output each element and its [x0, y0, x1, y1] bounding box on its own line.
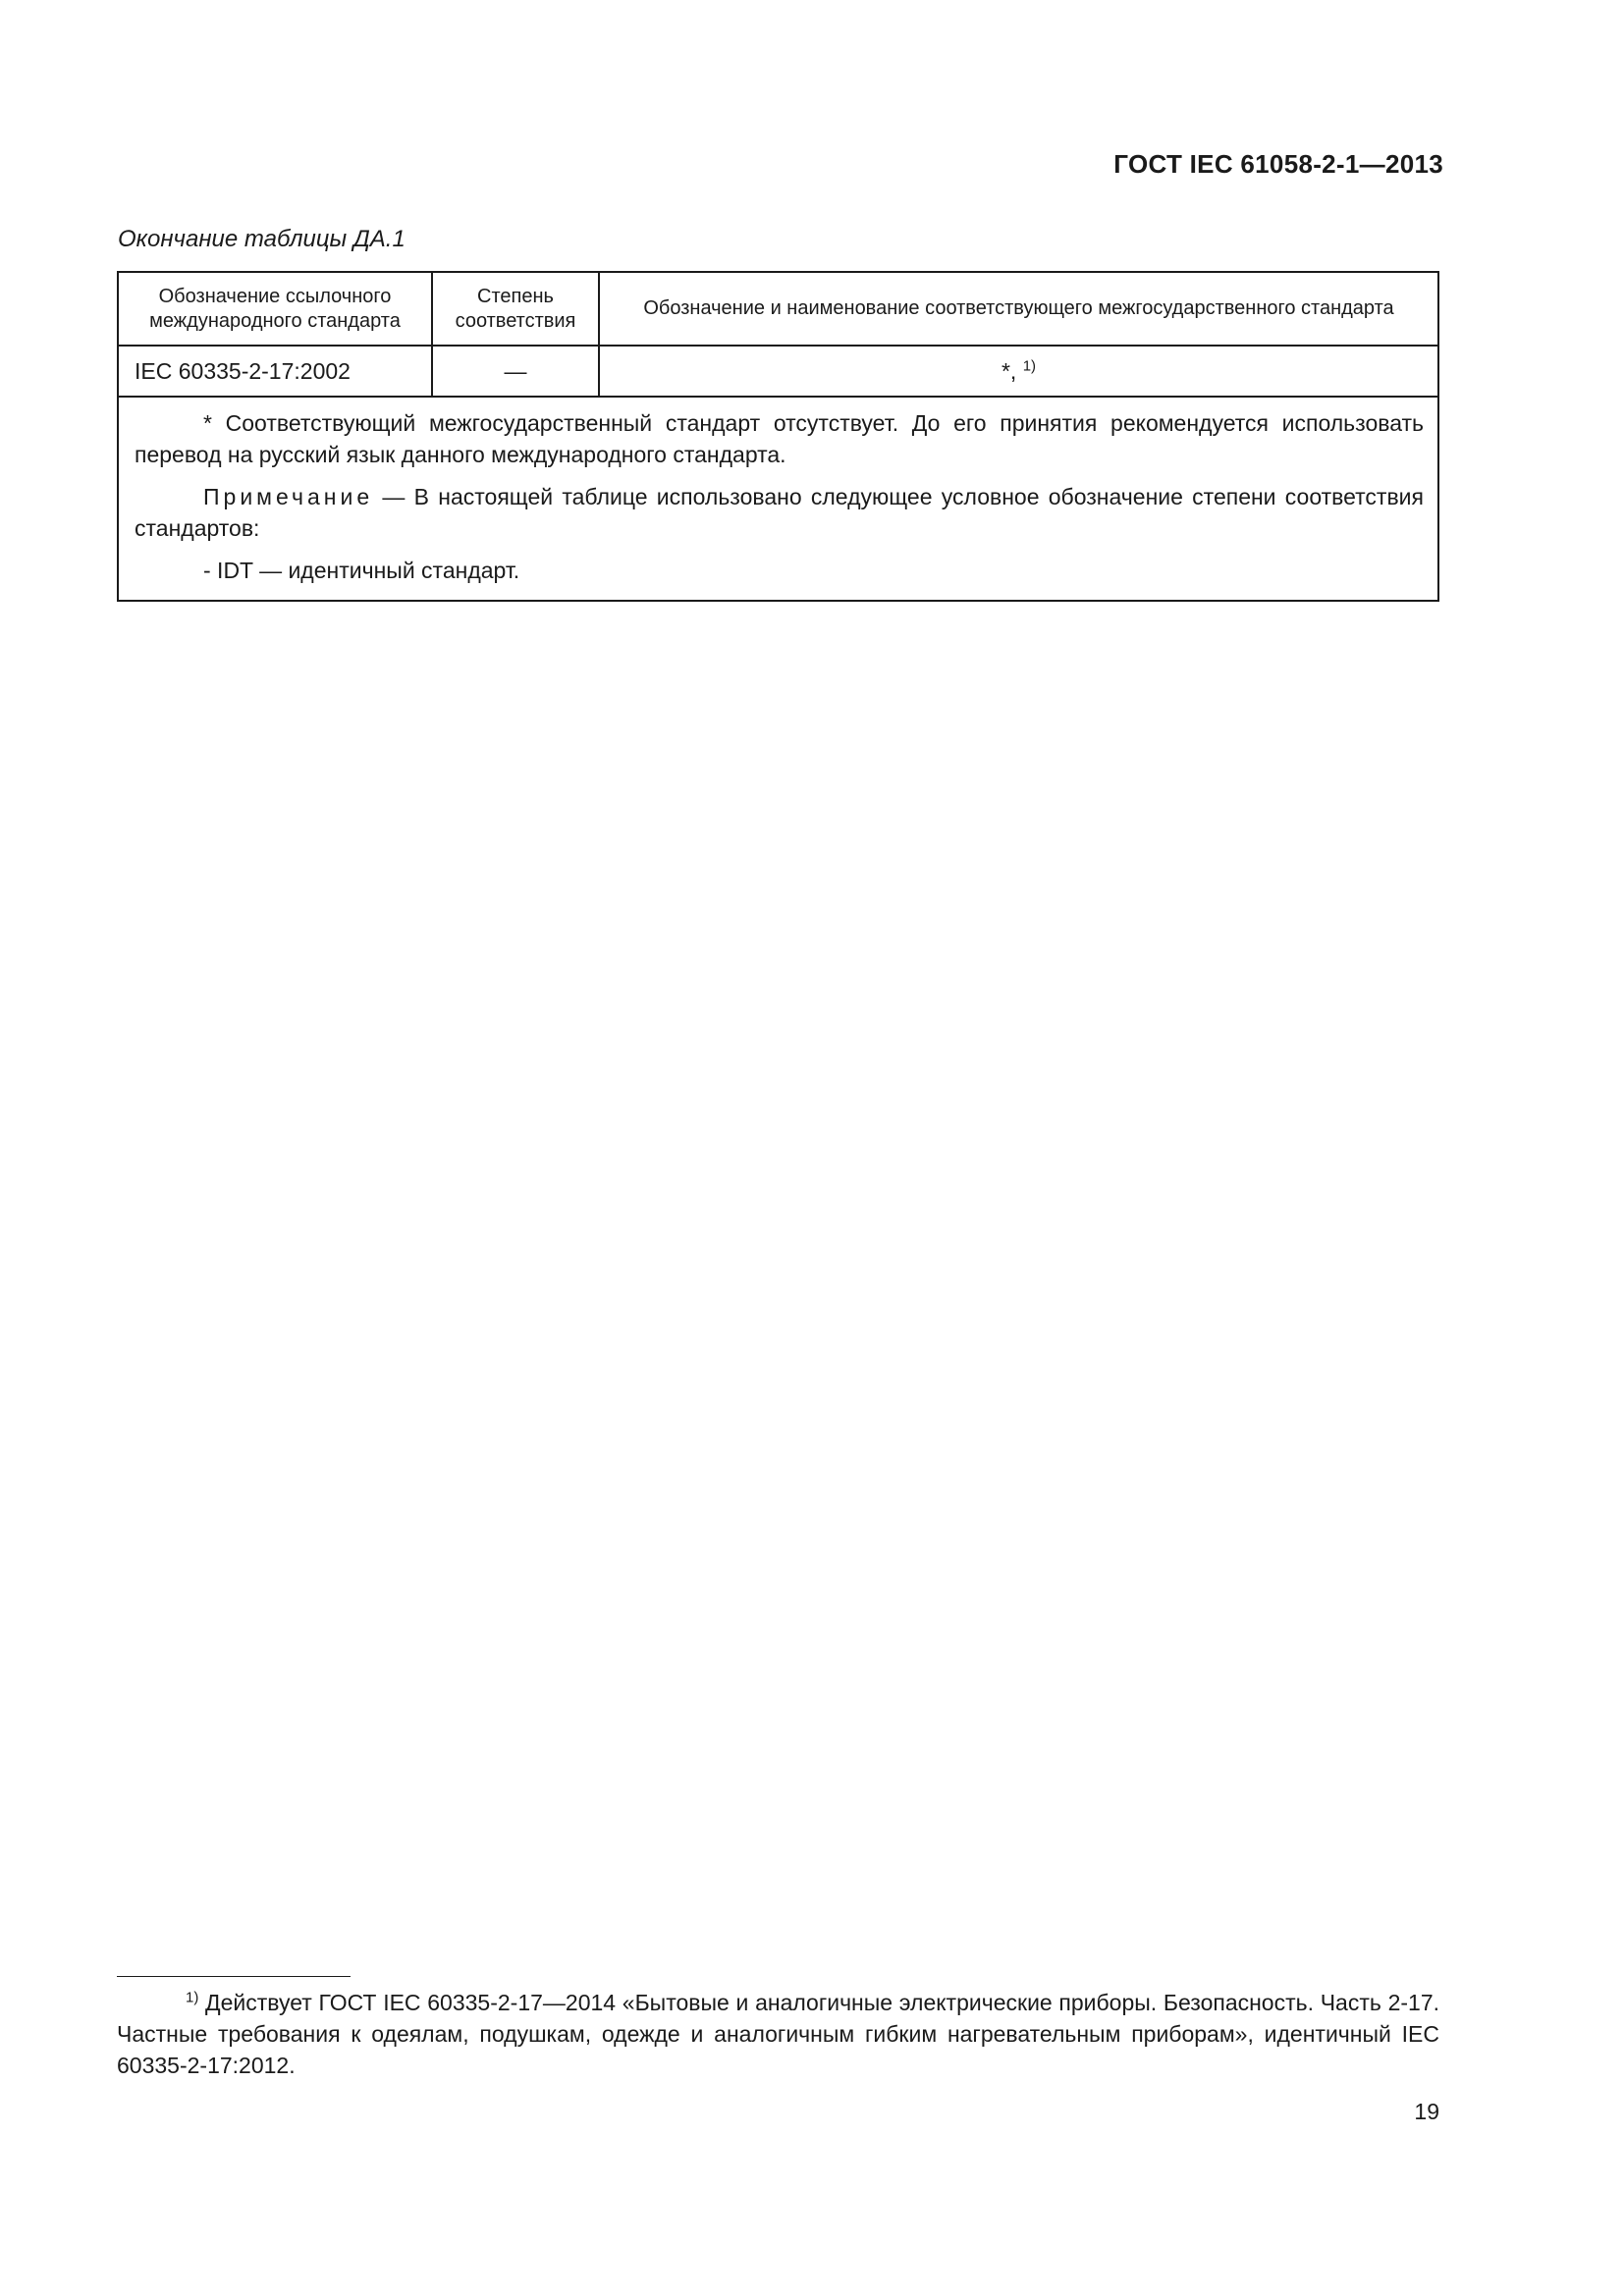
- legend-item: - IDT — идентичный стандарт.: [203, 558, 520, 583]
- cell-reference-standard: IEC 60335-2-17:2002: [118, 346, 432, 397]
- footnote-divider: [117, 1976, 351, 1977]
- reference-table: [117, 271, 1439, 602]
- notes-cell: [118, 397, 1438, 601]
- table-caption: Окончание таблицы ДА.1: [118, 226, 406, 252]
- footnote-ref: 1): [1022, 356, 1037, 374]
- remark-label: Примечание: [203, 484, 374, 509]
- footnote-text: Действует ГОСТ IEC 60335-2-17—2014 «Бытовые и аналогичные электрические приборы. Безопасность. Часть 2-17. Частные требования к одеялам, подушкам, одежде и аналогичным гибким нагревательным приборам», идентичный IEC 60335-2-17:2012.: [117, 1990, 1439, 2078]
- remark-text: — В настоящей таблице использовано следующее условное обозначение степени соответствия стандартов:: [135, 484, 1424, 541]
- footnote: [117, 1987, 1439, 2081]
- table-row: [118, 346, 1438, 397]
- header-reference-standard: Обозначение ссылочного международного стандарта: [118, 272, 432, 346]
- footnote-marker: 1): [186, 1989, 199, 2006]
- remark: [135, 481, 1424, 544]
- header-interstate-standard: Обозначение и наименование соответствующего межгосударственного стандарта: [599, 272, 1438, 346]
- header-degree: Степень соответствия: [432, 272, 599, 346]
- notes-row: [118, 397, 1438, 601]
- table-header-row: [118, 272, 1438, 346]
- cell-degree: —: [432, 346, 599, 397]
- asterisk-note: * Соответствующий межгосударственный стандарт отсутствует. До его принятия рекомендуется использовать перевод на русский язык данного международного стандарта.: [135, 410, 1424, 467]
- asterisk-mark: *,: [1001, 357, 1017, 384]
- cell-interstate-standard: [599, 346, 1438, 397]
- page-number: 19: [1414, 2099, 1439, 2124]
- document-code: ГОСТ IEC 61058-2-1—2013: [1113, 149, 1443, 179]
